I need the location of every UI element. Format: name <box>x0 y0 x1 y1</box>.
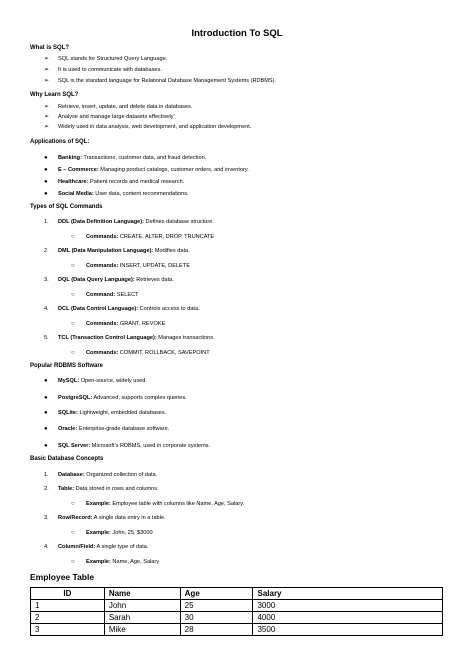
item-name: Column/Field: <box>58 544 96 550</box>
table-cell: 1 <box>31 600 105 612</box>
sub-item <box>86 558 159 566</box>
table-cell: 28 <box>180 624 253 636</box>
item-name: Healthcare: <box>58 179 89 185</box>
sub-item <box>86 233 214 241</box>
sub-item <box>86 529 153 537</box>
item-name: DQL (Data Query Language): <box>58 277 135 283</box>
sub-item <box>86 320 165 328</box>
arrow-bullet-icon: ➢ <box>44 114 50 120</box>
item-number: 1. <box>44 219 49 225</box>
sub-item-value: INSERT, UPDATE, DELETE <box>118 263 190 269</box>
item-desc: Lightweight, embedded databases. <box>77 410 167 416</box>
list-item: Analyse and manage large datasets effectively' <box>58 114 175 120</box>
list-item: It is used to communicate with databases. <box>58 67 162 73</box>
table-cell: 2 <box>31 612 105 624</box>
item-name: DDL (Data Definition Language): <box>58 219 144 225</box>
list-item <box>58 190 189 198</box>
arrow-bullet-icon: ➢ <box>44 67 50 73</box>
item-name: Table: <box>58 486 75 492</box>
list-item <box>58 305 200 313</box>
item-desc: User data, content recommendations. <box>93 191 189 197</box>
column-header-name: Name <box>104 588 180 600</box>
dot-bullet-icon: ● <box>44 191 48 197</box>
item-name: DCL (Data Control Language): <box>58 306 139 312</box>
item-number: 5. <box>44 335 49 341</box>
list-item <box>58 178 184 186</box>
item-name: TCL (Transaction Control Language): <box>58 335 157 341</box>
list-item <box>58 247 190 255</box>
item-desc: Controls access to data. <box>138 306 200 312</box>
table-cell: John <box>104 600 180 612</box>
item-name: PostgreSQL: <box>58 395 93 401</box>
item-name: Oracle: <box>58 426 78 432</box>
item-name: Database: <box>58 472 85 478</box>
dot-bullet-icon: ● <box>44 167 48 173</box>
sub-item-value: COMMIT, ROLLBACK, SAVEPOINT <box>118 350 210 356</box>
list-item <box>58 442 210 450</box>
item-name: DML (Data Manipulation Language): <box>58 248 154 254</box>
sub-item-label: Example: <box>86 501 111 507</box>
section-heading-rdbms: Popular RDBMS Software <box>30 363 104 369</box>
sub-item-value: John, 25, $3000 <box>110 530 153 536</box>
table-row <box>31 612 443 624</box>
dot-bullet-icon: ● <box>44 155 48 161</box>
item-desc: Defines database structure. <box>143 219 214 225</box>
column-header-salary: Salary <box>253 588 443 600</box>
item-number: 3. <box>44 515 49 521</box>
arrow-bullet-icon: ➢ <box>44 124 50 130</box>
section-heading-concepts: Basic Database Concepts <box>30 456 104 462</box>
item-desc: Managing product catalogs, customer orders, and inventory. <box>98 167 249 173</box>
employee-table <box>30 587 443 636</box>
list-item <box>58 425 169 433</box>
column-header-id: ID <box>31 588 105 600</box>
circle-bullet-icon: ○ <box>71 559 75 565</box>
list-item <box>58 514 166 522</box>
item-number: 4. <box>44 544 49 550</box>
sub-item <box>86 500 244 508</box>
table-cell: 3000 <box>253 600 443 612</box>
item-desc: Patient records and medical research. <box>88 179 185 185</box>
circle-bullet-icon: ○ <box>71 292 75 298</box>
arrow-bullet-icon: ➢ <box>44 78 50 84</box>
sub-item-value: SELECT <box>115 292 139 298</box>
list-item <box>58 154 206 162</box>
sub-item-label: Example: <box>86 530 111 536</box>
item-desc: Enterprise-grade database software. <box>77 426 170 432</box>
circle-bullet-icon: ○ <box>71 263 75 269</box>
item-name: SQLite: <box>58 410 78 416</box>
item-number: 4. <box>44 306 49 312</box>
table-cell: 3500 <box>253 624 443 636</box>
sub-item-label: Commands: <box>86 263 119 269</box>
sub-item-label: Commands: <box>86 321 119 327</box>
arrow-bullet-icon: ➢ <box>44 56 50 62</box>
table-cell: 30 <box>180 612 253 624</box>
table-cell: Sarah <box>104 612 180 624</box>
list-item <box>58 394 187 402</box>
sub-item <box>86 262 190 270</box>
list-item: Widely used in data analysis, web development, and application development. <box>58 124 252 130</box>
item-number: 1. <box>44 472 49 478</box>
item-desc: A single data entry in a table. <box>92 515 166 521</box>
dot-bullet-icon: ● <box>44 179 48 185</box>
item-desc: Retrieves data. <box>134 277 174 283</box>
table-cell: 3 <box>31 624 105 636</box>
item-number: 2. <box>44 486 49 492</box>
table-cell: 25 <box>180 600 253 612</box>
sub-item <box>86 291 139 299</box>
table-header-row <box>31 588 443 600</box>
sub-item <box>86 349 210 357</box>
section-heading-types: Types of SQL Commands <box>30 204 103 210</box>
list-item <box>58 276 174 284</box>
item-desc: A single type of data. <box>95 544 149 550</box>
circle-bullet-icon: ○ <box>71 501 75 507</box>
item-desc: Data stored in rows and columns. <box>74 486 159 492</box>
list-item <box>58 334 215 342</box>
list-item <box>58 543 148 551</box>
item-desc: Advanced, supports complex queries. <box>92 395 187 401</box>
item-desc: Modifies data. <box>153 248 190 254</box>
table-cell: Mike <box>104 624 180 636</box>
column-header-age: Age <box>180 588 253 600</box>
item-name: MySQL: <box>58 378 80 384</box>
dot-bullet-icon: ● <box>44 443 48 449</box>
item-desc: Microsoft’s RDBMS, used in corporate systems. <box>90 443 211 449</box>
sub-item-value: CREATE, ALTER, DROP, TRUNCATE <box>118 234 215 240</box>
table-row <box>31 600 443 612</box>
item-desc: Transactions, customer data, and fraud detection. <box>81 155 207 161</box>
list-item <box>58 166 249 174</box>
list-item <box>58 471 157 479</box>
dot-bullet-icon: ● <box>44 378 48 384</box>
section-heading-why: Why Learn SQL? <box>30 92 79 98</box>
sub-item-value: Name, Age, Salary <box>110 559 160 565</box>
section-heading-what: What is SQL? <box>30 45 69 51</box>
item-name: Row/Record: <box>58 515 93 521</box>
sub-item-label: Example: <box>86 559 111 565</box>
item-name: Social Media: <box>58 191 94 197</box>
table-cell: 4000 <box>253 612 443 624</box>
list-item: Retrieve, insert, update, and delete data in databases. <box>58 104 193 110</box>
item-number: 3. <box>44 277 49 283</box>
sub-item-value: GRANT, REVOKE <box>118 321 166 327</box>
dot-bullet-icon: ● <box>44 395 48 401</box>
list-item <box>58 218 214 226</box>
sub-item-label: Command: <box>86 292 116 298</box>
list-item <box>58 409 166 417</box>
item-desc: Open-source, widely used. <box>79 378 147 384</box>
sub-item-label: Commands: <box>86 350 119 356</box>
table-row <box>31 624 443 636</box>
item-number: 2. <box>44 248 49 254</box>
circle-bullet-icon: ○ <box>71 350 75 356</box>
dot-bullet-icon: ● <box>44 410 48 416</box>
circle-bullet-icon: ○ <box>71 321 75 327</box>
list-item: SQL is the standard language for Relational Database Management Systems (RDBMS). <box>58 78 277 84</box>
list-item: SQL stands for Structured Query Language. <box>58 56 168 62</box>
circle-bullet-icon: ○ <box>71 234 75 240</box>
item-desc: Organized collection of data. <box>84 472 158 478</box>
item-name: Banking: <box>58 155 82 161</box>
page-title: Introduction To SQL <box>191 28 283 39</box>
sub-item-label: Commands: <box>86 234 119 240</box>
sub-item-value: Employee table with columns like Name, Age, Salary. <box>110 501 245 507</box>
item-name: E – Commerce: <box>58 167 99 173</box>
employee-table-title: Employee Table <box>30 572 95 582</box>
dot-bullet-icon: ● <box>44 426 48 432</box>
list-item <box>58 377 147 385</box>
item-desc: Manages transactions. <box>156 335 215 341</box>
circle-bullet-icon: ○ <box>71 530 75 536</box>
section-heading-applications: Applications of SQL: <box>30 139 90 145</box>
arrow-bullet-icon: ➢ <box>44 104 50 110</box>
list-item <box>58 485 159 493</box>
item-name: SQL Server: <box>58 443 91 449</box>
